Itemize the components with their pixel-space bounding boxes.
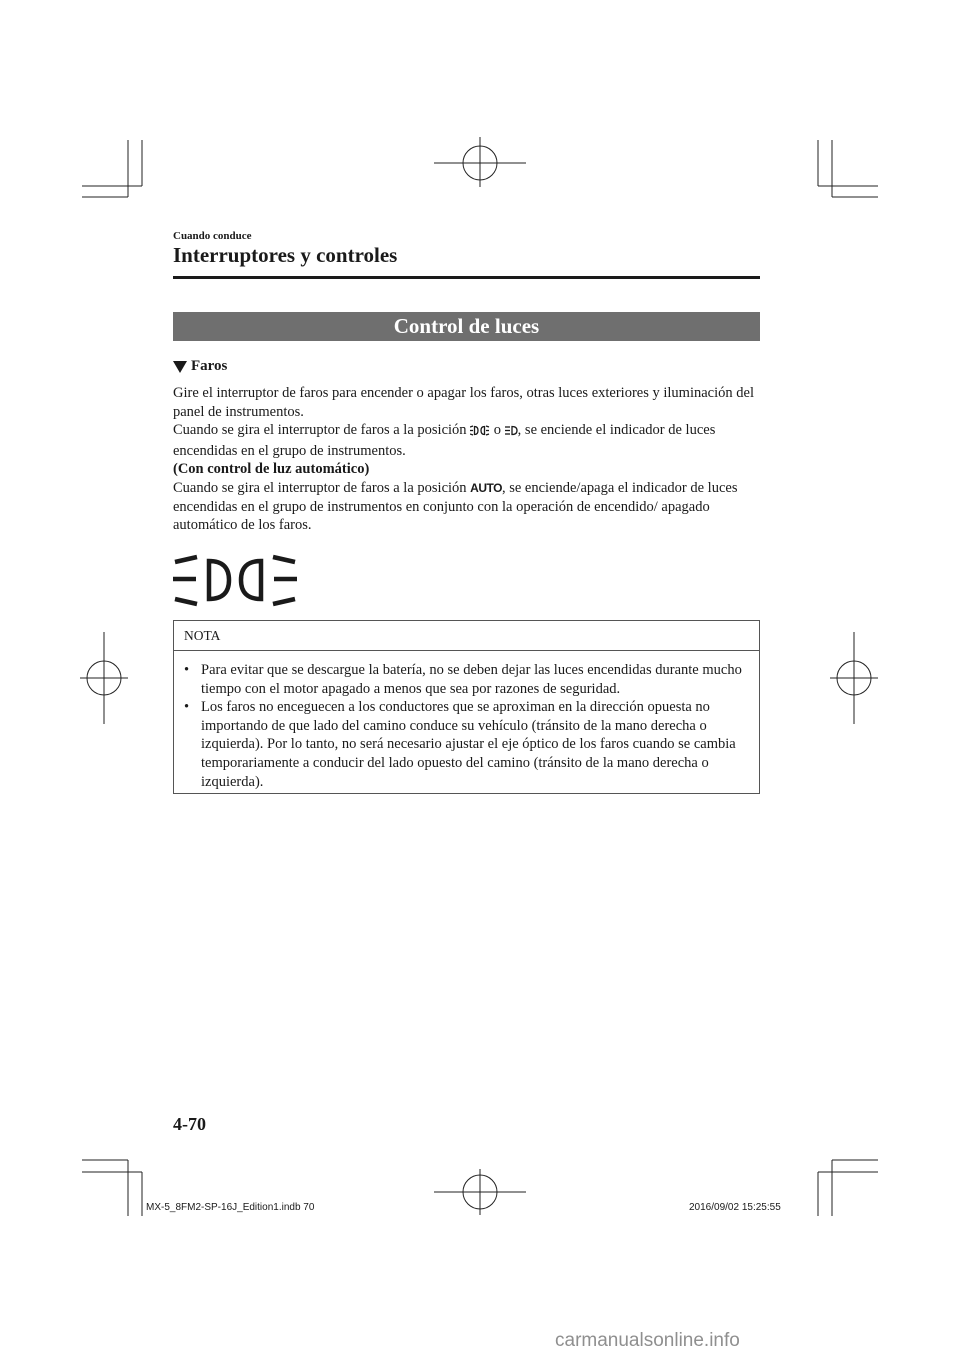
note-heading: NOTA xyxy=(174,621,759,651)
footer-timestamp: 2016/09/02 15:25:55 xyxy=(689,1202,781,1213)
subsection-title: Faros xyxy=(191,358,228,374)
page-number: 4-70 xyxy=(173,1114,206,1134)
note-box xyxy=(173,620,760,794)
footer-filename: MX-5_8FM2-SP-16J_Edition1.indb 70 xyxy=(146,1202,315,1213)
note-list xyxy=(174,651,759,791)
watermark: carmanualsonline.info xyxy=(555,1330,740,1351)
body-text xyxy=(173,384,761,535)
headlight-icon xyxy=(505,423,518,442)
paragraph-1: Gire el interruptor de faros para encender o apagar los faros, otras luces exteriores y iluminación del panel de instrumentos. xyxy=(173,385,754,420)
bullet-dot-icon: • xyxy=(184,662,190,678)
lights-on-indicator-icon xyxy=(173,548,297,615)
header-rule xyxy=(173,276,760,279)
section-banner: Control de luces xyxy=(173,312,760,341)
section-label: Cuando conduce xyxy=(173,230,252,242)
auto-position-glyph: AUTO xyxy=(470,480,502,495)
note-item: • Para evitar que se descargue la batería, no se deben dejar las luces encendidas durante mucho tiempo con el motor apagado a menos que sea por razones de seguridad. xyxy=(184,662,742,697)
position-lights-icon xyxy=(470,423,490,442)
triangle-bullet-icon xyxy=(173,361,187,373)
subsection-heading xyxy=(173,358,227,375)
auto-control-heading: (Con control de luz automático) xyxy=(173,461,370,478)
chapter-title: Interruptores y controles xyxy=(173,243,398,267)
note-item: • Los faros no enceguecen a los conductores que se aproximan en la dirección opuesta no importando de que lado del camino conduce su vehículo (tránsito de la mano derecha o izquierda). Por lo tanto, no será necesario ajustar el eje óptico de los faros cuando se cambia temporariamente a conducir del lado opuesto del camino (tránsito de la mano derecha o izquierda). xyxy=(184,699,736,790)
bullet-dot-icon: • xyxy=(184,699,190,716)
paragraph-2: Cuando se gira el interruptor de faros a la posición o , se enciende el indicador de luces encendidas en el grupo de instrumentos. xyxy=(173,422,716,459)
paragraph-3: Cuando se gira el interruptor de faros a la posición AUTO, se enciende/apaga el indicador de luces encendidas en el grupo de instrumentos en conjunto con la operación de encendido/ apagado automático de los faros. xyxy=(173,479,738,534)
